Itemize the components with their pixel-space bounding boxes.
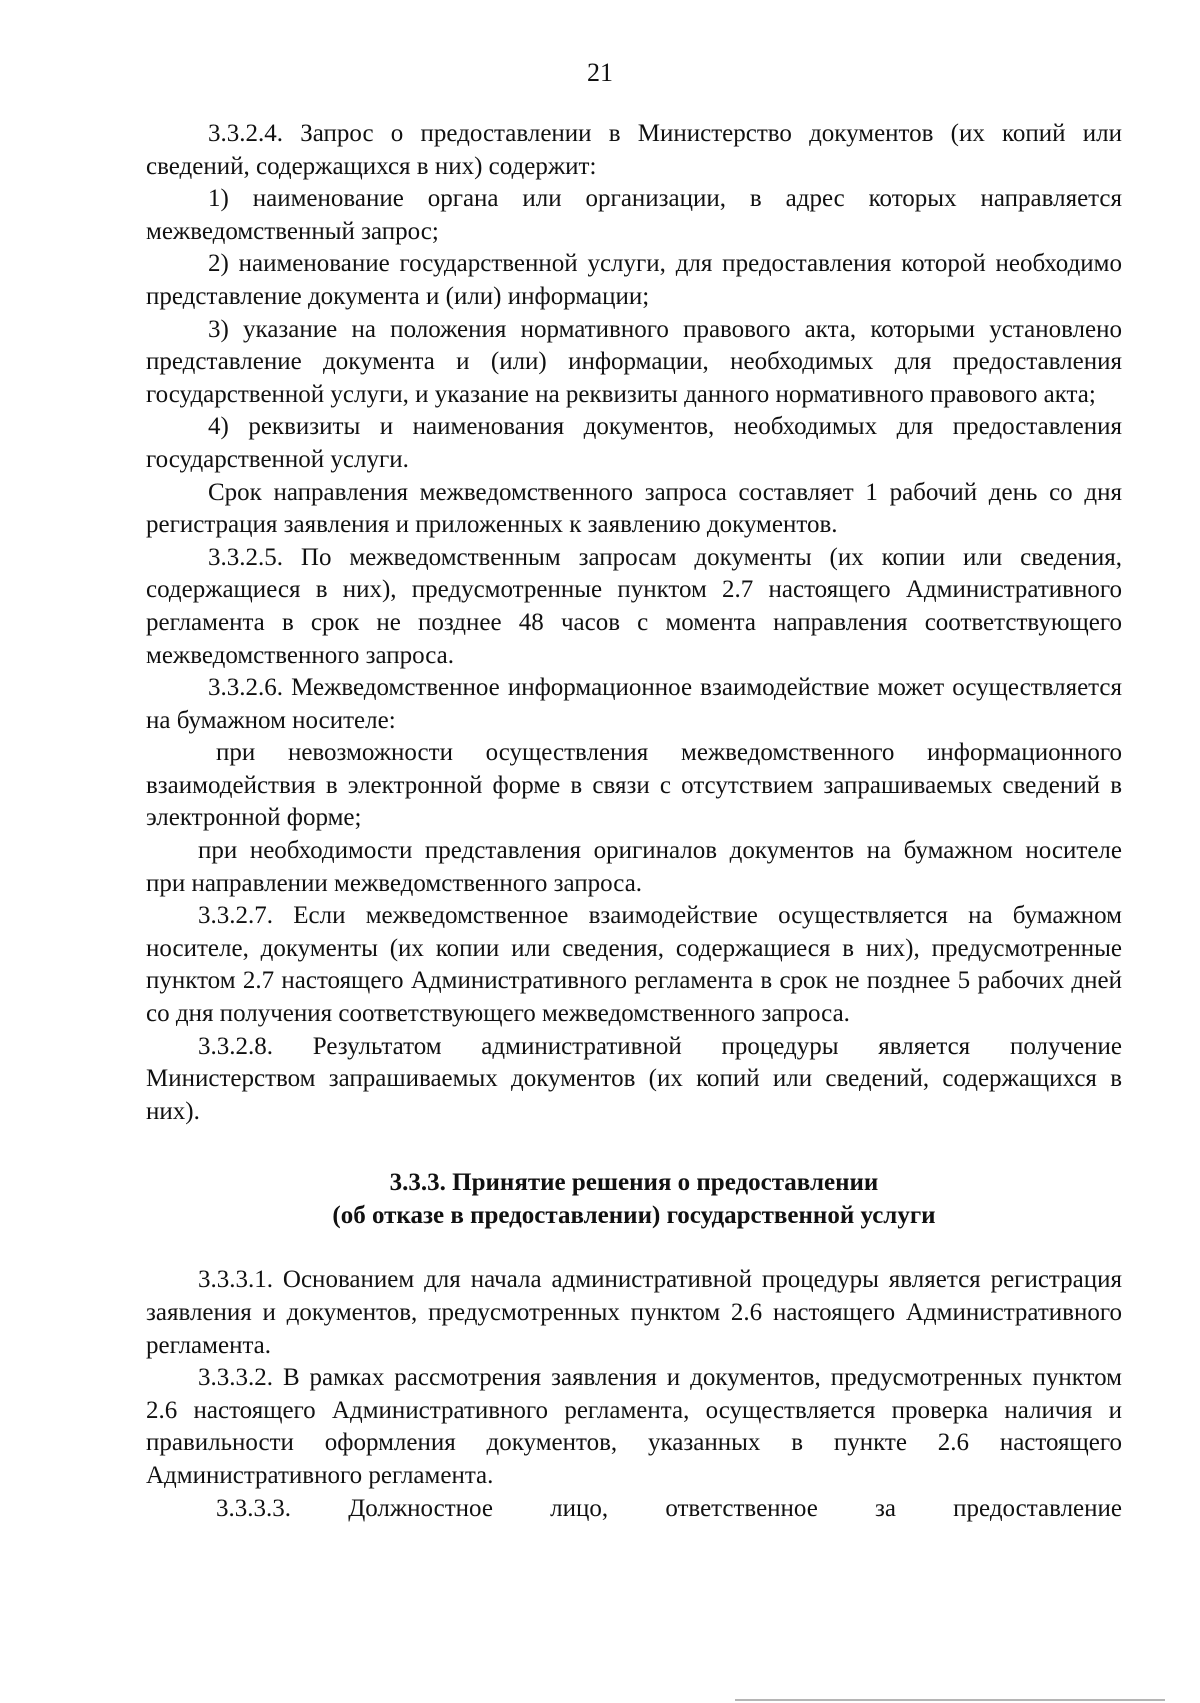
paragraph-3-3-2-5: 3.3.2.5. По межведомственным запросам документы (их копии или сведения, содержащиеся в них), предусмотренные пунктом 2.7 настоящего Административного регламента в срок не позднее 48 часов с момента направления соответствующего межведомственного запроса. (146, 543, 1122, 669)
list-item-1: 1) наименование органа или организации, в адрес которых направляется межведомственный запрос; (146, 185, 1122, 245)
section-heading-line-1: 3.3.3. Принятие решения о предоставлении (389, 1169, 879, 1197)
list-item-4: 4) реквизиты и наименования документов, необходимых для предоставления государственной услуги. (146, 413, 1122, 473)
paragraph-3-3-2-6: 3.3.2.6. Межведомственное информационное взаимодействие может осуществляется на бумажном носителе: (146, 674, 1122, 734)
document-body (146, 118, 1122, 1525)
paragraph-impossibility: при невозможности осуществления межведомственного информационного взаимодействия в электронной форме в связи с отсутствием запрашиваемых сведений в электронной форме; (146, 739, 1122, 832)
section-heading-line-2: (об отказе в предоставлении) государственной услуги (332, 1202, 936, 1230)
paragraph-request-term: Срок направления межведомственного запроса составляет 1 рабочий день со дня регистрация заявления и приложенных к заявлению документов. (146, 478, 1122, 539)
list-item-3: 3) указание на положения нормативного правового акта, которыми установлено представление документа и (или) информации, необходимых для предоставления государственной услуги, и указание на реквизиты данного нормативного правового акта; (146, 315, 1122, 408)
section-heading-3-3-3 (146, 1166, 1122, 1232)
list-item-2: 2) наименование государственной услуги, для предоставления которой необходимо представление документа и (или) информации; (146, 250, 1122, 310)
paragraph-3-3-3-3: 3.3.3.3. Должностное лицо, ответственное за предоставление (216, 1494, 1122, 1522)
page-number: 21 (587, 58, 613, 87)
paragraph-necessity: при необходимости представления оригиналов документов на бумажном носителе при направлении межведомственного запроса. (146, 837, 1122, 897)
paragraph-3-3-2-4: 3.3.2.4. Запрос о предоставлении в Министерство документов (их копий или сведений, содержащихся в них) содержит: (146, 120, 1122, 180)
paragraph-3-3-2-8: 3.3.2.8. Результатом административной процедуры является получение Министерством запрашиваемых документов (их копий или сведений, содержащихся в них). (146, 1032, 1122, 1125)
scan-edge-line (735, 1699, 1165, 1701)
paragraph-3-3-3-1: 3.3.3.1. Основанием для начала административной процедуры является регистрация заявления и документов, предусмотренных пунктом 2.6 настоящего Административного регламента. (146, 1266, 1122, 1359)
paragraph-3-3-2-7: 3.3.2.7. Если межведомственное взаимодействие осуществляется на бумажном носителе, документы (их копии или сведения, содержащиеся в них), предусмотренные пунктом 2.7 настоящего Административного регламента в срок не позднее 5 рабочих дней со дня получения соответствующего межведомственного запроса. (146, 902, 1122, 1028)
paragraph-3-3-3-2: 3.3.3.2. В рамках рассмотрения заявления и документов, предусмотренных пунктом 2.6 настоящего Административного регламента, осуществляется проверка наличия и правильности оформления документов, указанных в пункте 2.6 настоящего Административного регламента. (146, 1364, 1122, 1489)
